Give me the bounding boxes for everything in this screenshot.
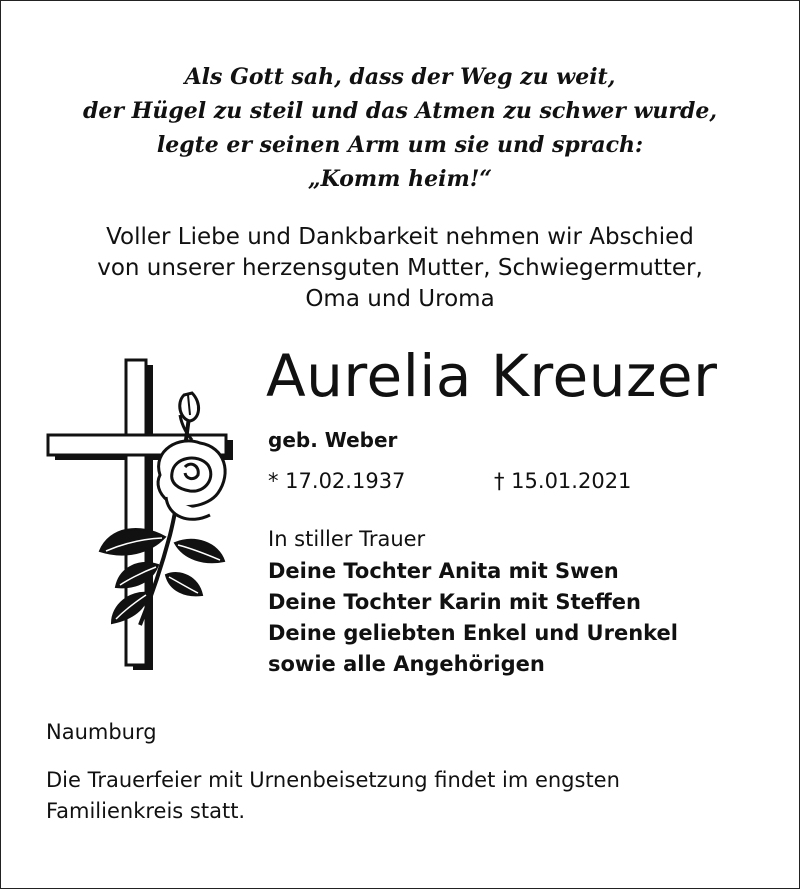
- intro-line: Voller Liebe und Dankbarkeit nehmen wir Abschied: [106, 224, 694, 250]
- mourner-entry: sowie alle Angehörigen: [268, 652, 545, 676]
- notice-line: Familienkreis statt.: [46, 799, 246, 823]
- poem-line: legte er seinen Arm um sie und sprach:: [156, 132, 644, 158]
- mourner-entry: Deine Tochter Anita mit Swen: [268, 559, 619, 583]
- funeral-notice: [46, 765, 746, 827]
- poem-line: „Komm heim!“: [307, 166, 493, 192]
- mourners-list: [268, 556, 678, 680]
- poem: [0, 60, 800, 196]
- birth-date: * 17.02.1937: [268, 469, 406, 493]
- poem-line: der Hügel zu steil und das Atmen zu schwer wurde,: [82, 98, 718, 124]
- intro-line: Oma und Uroma: [305, 286, 495, 312]
- intro-line: von unserer herzensguten Mutter, Schwiegermutter,: [97, 255, 703, 281]
- mourner-entry: Deine geliebten Enkel und Urenkel: [268, 621, 679, 645]
- death-date: † 15.01.2021: [494, 469, 632, 493]
- mourner-entry: Deine Tochter Karin mit Steffen: [268, 590, 641, 614]
- deceased-name: Aurelia Kreuzer: [266, 342, 718, 410]
- mourning-heading: In stiller Trauer: [268, 527, 426, 551]
- notice-line: Die Trauerfeier mit Urnenbeisetzung findet im engsten: [46, 768, 620, 792]
- birth-name: geb. Weber: [268, 428, 398, 452]
- poem-line: Als Gott sah, dass der Weg zu weit,: [184, 64, 616, 90]
- cross-with-rose-icon: [40, 355, 240, 675]
- city-name: Naumburg: [46, 720, 157, 744]
- farewell-intro: [0, 222, 800, 315]
